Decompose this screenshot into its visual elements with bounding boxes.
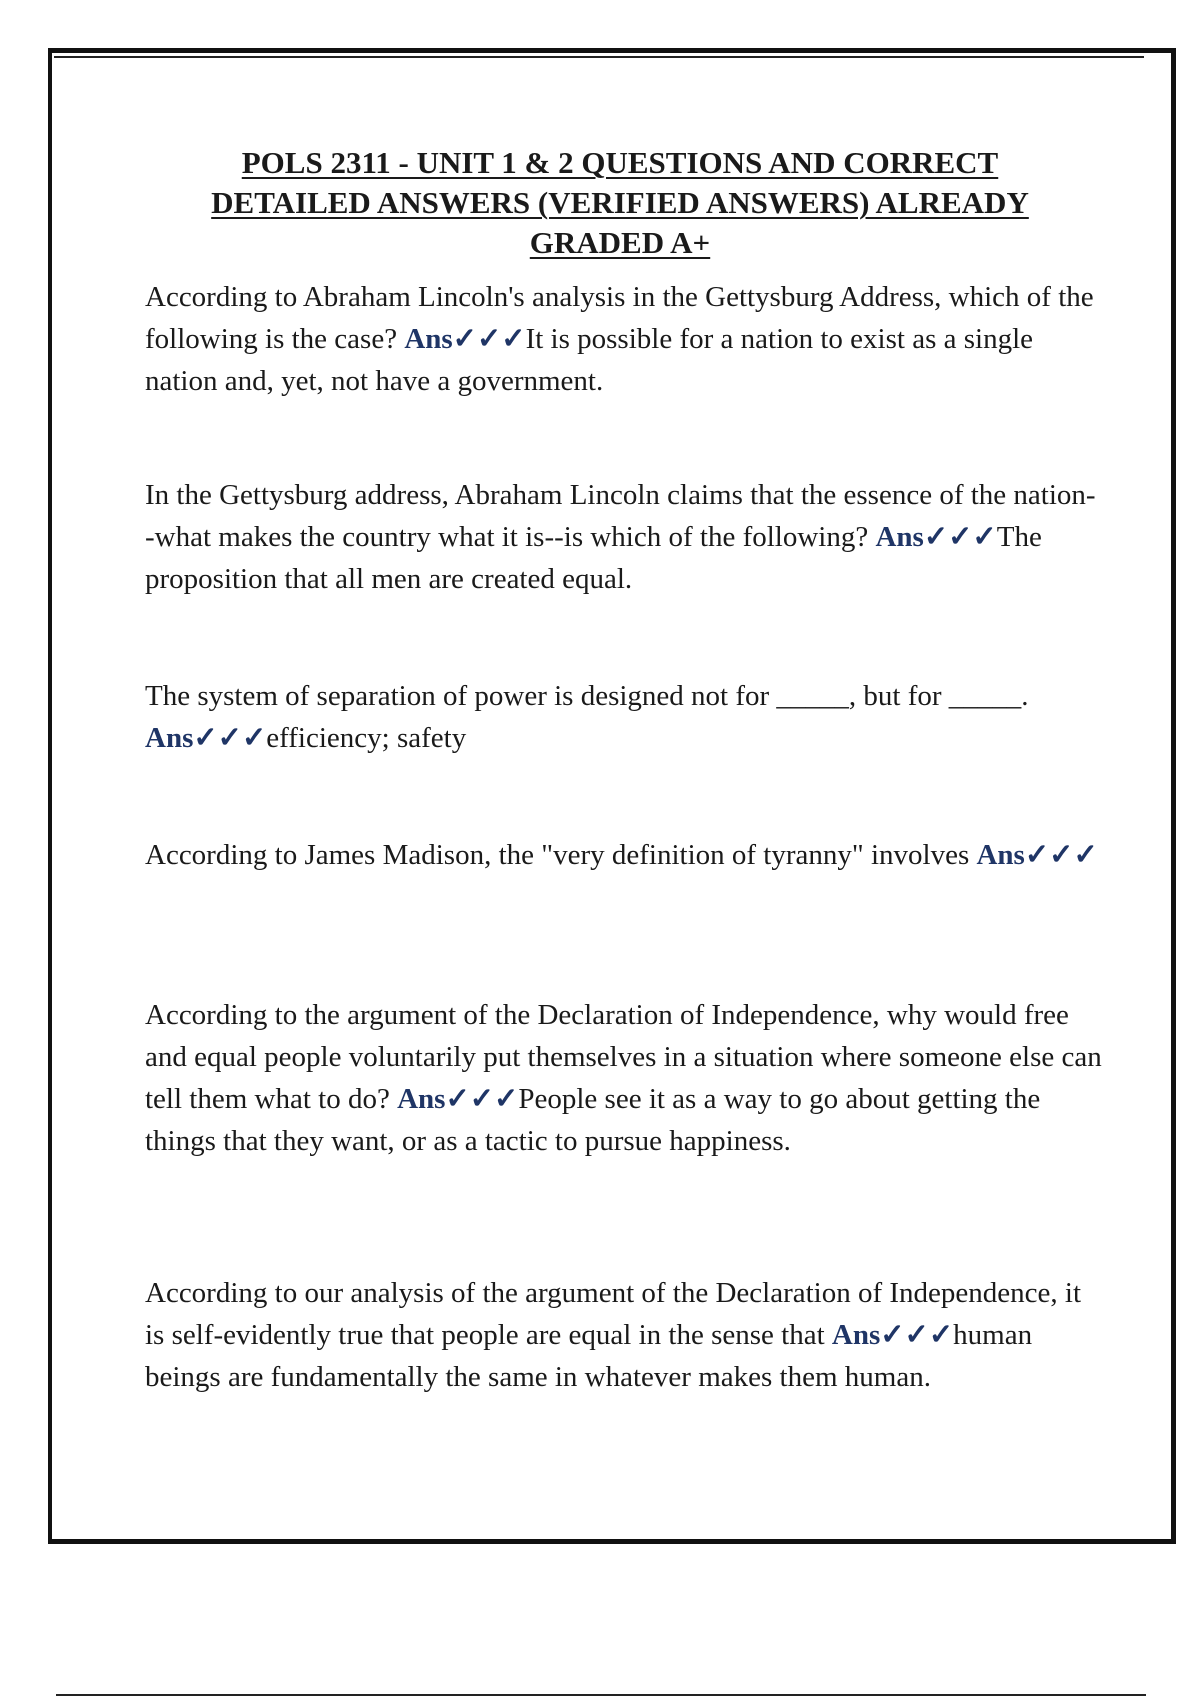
bottom-rule: [56, 1694, 1146, 1696]
title-line-2: DETAILED ANSWERS (VERIFIED ANSWERS) ALREADY: [211, 185, 1029, 220]
question-3: [145, 675, 1105, 759]
question-6: [145, 1272, 1105, 1398]
question-4: [145, 834, 1105, 876]
answer-marker: Ans✓✓✓: [976, 839, 1098, 871]
question-1: [145, 276, 1105, 402]
top-rule: [54, 56, 1144, 58]
title-line-1: POLS 2311 - UNIT 1 & 2 QUESTIONS AND CORRECT: [241, 145, 999, 180]
answer-text: It is possible for a nation to exist as a single nation and, yet, not have a government.: [145, 323, 1034, 397]
answer-marker: Ans✓✓✓: [875, 521, 997, 553]
answer-text: The proposition that all men are created equal.: [145, 521, 1042, 595]
question-text: According to Abraham Lincoln's analysis in the Gettysburg Address, which of the following is the case?: [145, 281, 1094, 355]
question-text: The system of separation of power is designed not for _____, but for _____.: [145, 680, 1029, 712]
question-text: According to our analysis of the argument of the Declaration of Independence, it is self-evidently true that people are equal in the sense that: [145, 1277, 1082, 1351]
answer-marker: Ans✓✓✓: [404, 323, 526, 355]
question-text: According to James Madison, the "very definition of tyranny" involves: [145, 839, 977, 871]
title-line-3: GRADED A+: [529, 225, 711, 260]
answer-text: efficiency; safety: [266, 722, 467, 754]
question-5: [145, 994, 1105, 1162]
document-title: [140, 143, 1100, 263]
answer-marker: Ans✓✓✓: [397, 1083, 519, 1115]
answer-text: People see it as a way to go about getting the things that they want, or as a tactic to pursue happiness.: [145, 1083, 1041, 1157]
question-text: According to the argument of the Declaration of Independence, why would free and equal people voluntarily put themselves in a situation where someone else can tell them what to do?: [145, 999, 1102, 1115]
question-text: In the Gettysburg address, Abraham Lincoln claims that the essence of the nation--what makes the country what it is--is which of the following?: [145, 479, 1096, 553]
answer-marker: Ans✓✓✓: [831, 1319, 954, 1351]
answer-marker: Ans✓✓✓: [145, 722, 267, 754]
question-2: [145, 474, 1105, 600]
answer-text: human beings are fundamentally the same in whatever makes them human.: [145, 1319, 1033, 1393]
